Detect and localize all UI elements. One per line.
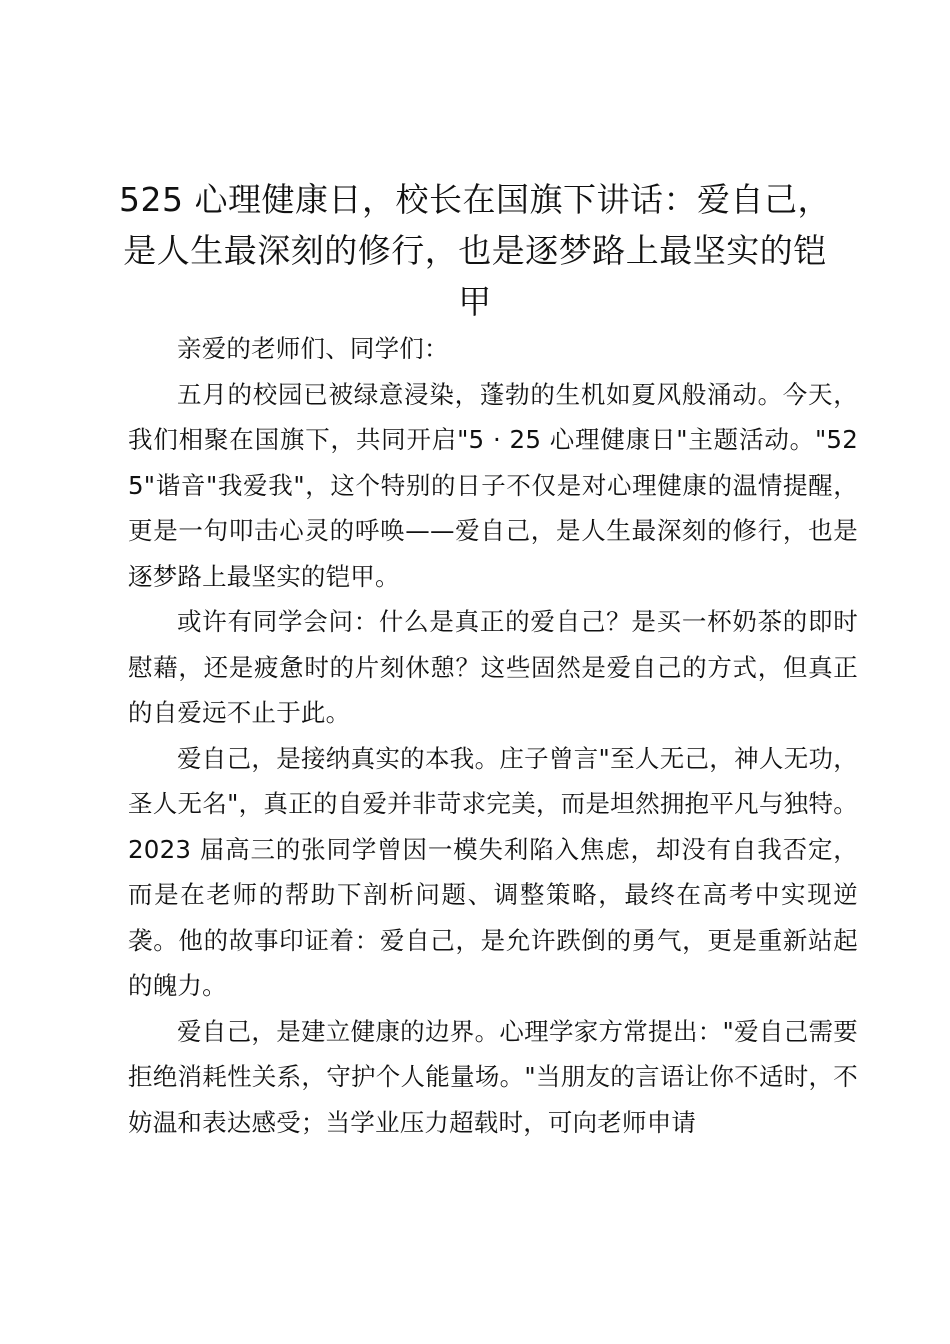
document-body bbox=[128, 326, 858, 1145]
paragraph-intro: 五月的校园已被绿意浸染，蓬勃的生机如夏风般涌动。今天，我们相聚在国旗下，共同开启"5 · 25 心理健康日"主题活动。"525"谐音"我爱我"，这个特别的日子不仅是对心理健康的温情提醒，更是一句叩击心灵的呼唤——爱自己，是人生最深刻的修行，也是逐梦路上最坚实的铠甲。 bbox=[128, 379, 858, 591]
document-title: 525 心理健康日，校长在国旗下讲话：爱自己，是人生最深刻的修行，也是逐梦路上最坚实的铠甲 bbox=[119, 180, 831, 321]
paragraph-greeting: 亲爱的老师们、同学们： bbox=[177, 334, 449, 363]
paragraph-question: 或许有同学会问：什么是真正的爱自己？是买一杯奶茶的即时慰藉，还是疲惫时的片刻休憩？这些固然是爱自己的方式，但真正的自爱远不止于此。 bbox=[128, 607, 858, 727]
paragraph-boundaries: 爱自己，是建立健康的边界。心理学家方常提出："爱自己需要拒绝消耗性关系，守护个人能量场。"当朋友的言语让你不适时，不妨温和表达感受；当学业压力超载时，可向老师申请 bbox=[128, 1016, 858, 1137]
paragraph-accept-self: 爱自己，是接纳真实的本我。庄子曾言"至人无己，神人无功，圣人无名"，真正的自爱并非苛求完美，而是坦然拥抱平凡与独特。2023 届高三的张同学曾因一模失利陷入焦虑，却没有自我否定，而是在老师的帮助下剖析问题、调整策略，最终在高考中实现逆袭。他的故事印证着：爱自己，是允许跌倒的勇气，更是重新站起的魄力。 bbox=[128, 743, 858, 1000]
